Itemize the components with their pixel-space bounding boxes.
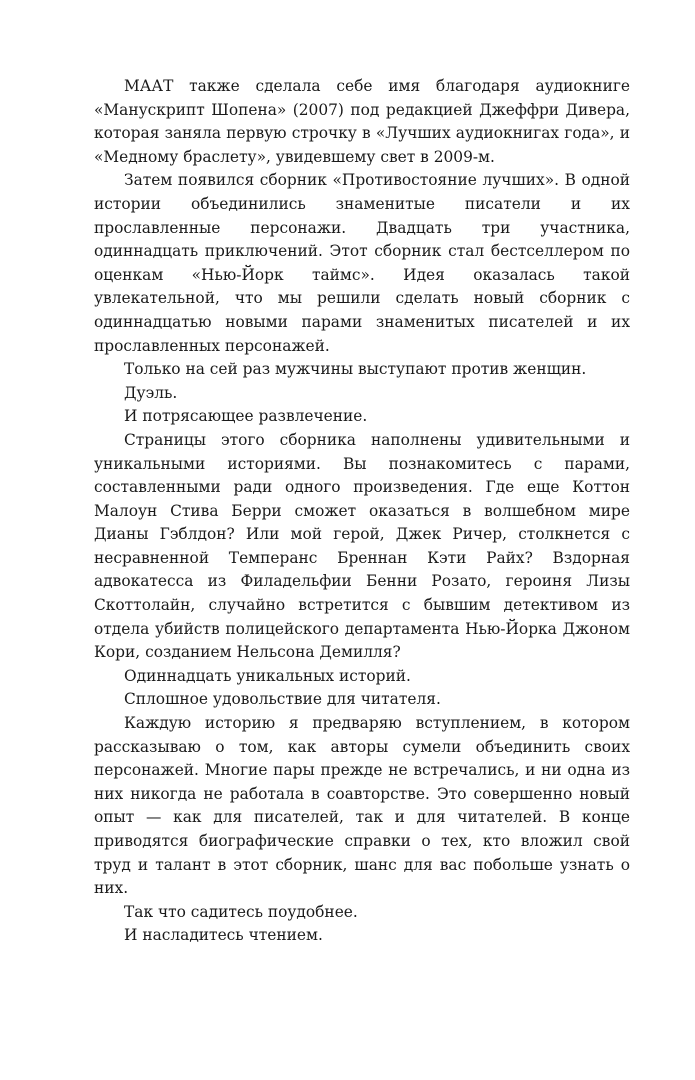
paragraph-11: И насладитесь чтением. [124, 926, 323, 945]
paragraph-7: Одиннадцать уникальных историй. [124, 666, 411, 685]
book-page-text [94, 75, 630, 948]
paragraph-4: Дуэль. [124, 383, 178, 402]
paragraph-9: Каждую историю я предваряю вступлением, в котором рассказываю о том, как авторы сумели объединить своих персонажей. Многие пары прежде не встречались, и ни одна из них никогда не работала в соавторстве. Это совершенно новый опыт — как для писателей, так и для читателей. В конце приводятся биографические справки о тех, кто вложил свой труд и талант в этот сборник, шанс для вас побольше узнать о них. [94, 714, 630, 898]
paragraph-5: И потрясающее развлечение. [124, 407, 368, 426]
paragraph-3: Только на сей раз мужчины выступают против женщин. [124, 360, 587, 379]
paragraph-8: Сплошное удовольствие для читателя. [124, 690, 441, 709]
paragraph-6: Страницы этого сборника наполнены удивительными и уникальными историями. Вы познакомитесь с парами, составленными ради одного произведения. Где еще Коттон Малоун Стива Берри сможет оказаться в волшебном мире Дианы Гэблдон? Или мой герой, Джек Ричер, столкнется с несравненной Темперанс Бреннан Кэти Райх? Вздорная адвокатесса из Филадельфии Бенни Розато, героиня Лизы Скоттолайн, случайно встретится с бывшим детективом из отдела убийств полицейского департамента Нью-Йорка Джоном Кори, созданием Нельсона Демилля? [94, 430, 630, 662]
paragraph-10: Так что садитесь поудобнее. [124, 902, 358, 921]
paragraph-2: Затем появился сборник «Противостояние лучших». В одной истории объединились знаменитые писатели и их прославленные персонажи. Двадцать три участника, одиннадцать приключений. Этот сборник стал бестселлером по оценкам «Нью-Йорк таймс». Идея оказалась такой увлекательной, что мы решили сделать новый сборник с одиннадцатью новыми парами знаменитых писателей и их прославленных персонажей. [94, 171, 630, 355]
paragraph-1: МААТ также сделала себе имя благодаря аудиокниге «Манускрипт Шопена» (2007) под редакцией Джеффри Дивера, которая заняла первую строчку в «Лучших аудиокнигах года», и «Медному браслету», увидевшему свет в 2009-м. [94, 77, 630, 166]
